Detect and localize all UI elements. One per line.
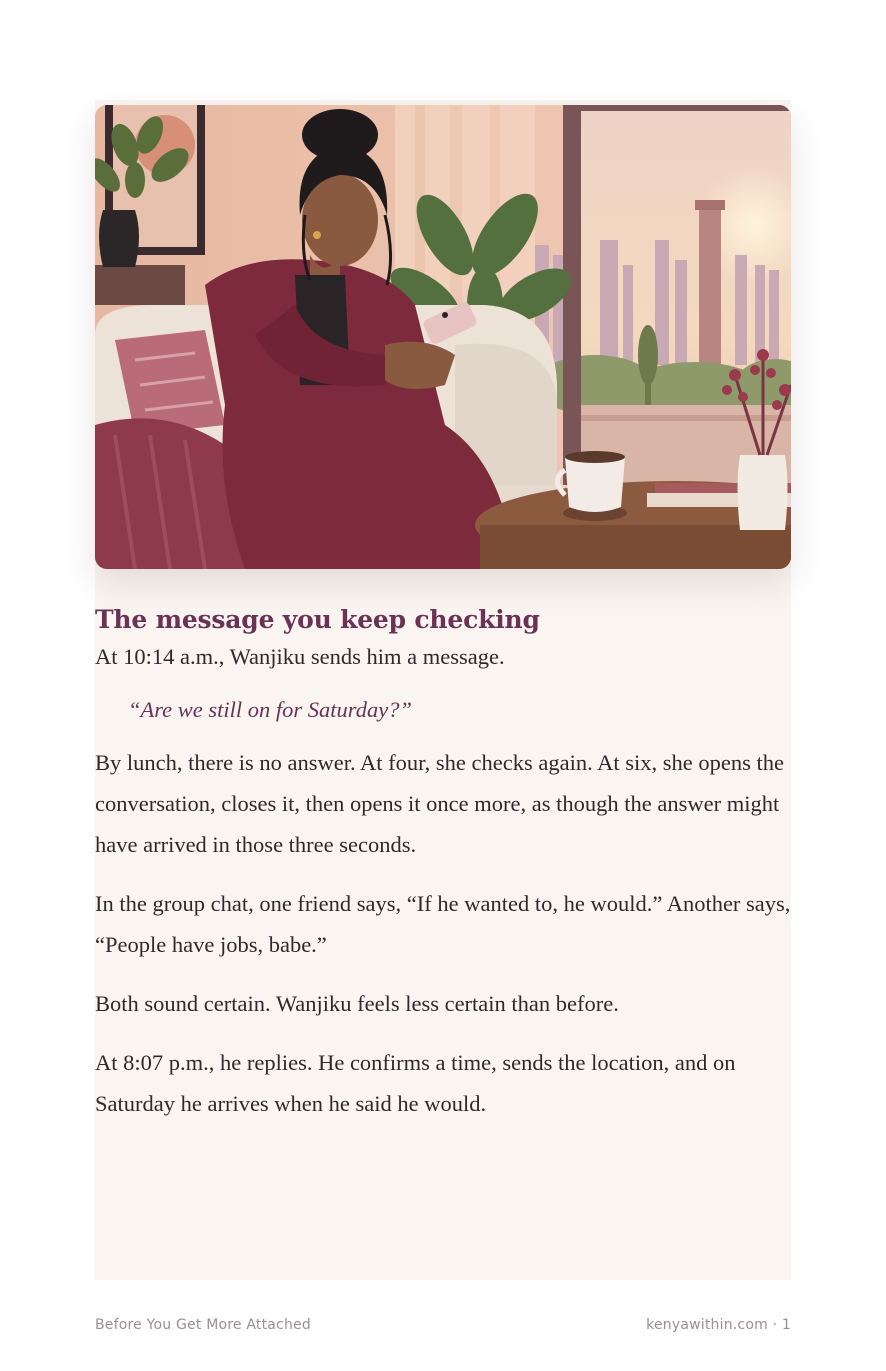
paragraph-3: Both sound certain. Wanjiku feels less certain than before. [95,991,619,1016]
article [95,598,791,1124]
footer-site-page: kenyawithin.com · 1 [646,1317,791,1333]
footer-book-title: Before You Get More Attached [95,1317,311,1333]
paragraph-2: In the group chat, one friend says, “If he wanted to, he would.” Another says, “People have jobs, babe.” [95,891,791,957]
paragraph-1: By lunch, there is no answer. At four, she checks again. At six, she opens the conversation, closes it, then opens it once more, as though the answer might have arrived in those three seconds. [95,750,784,857]
hero-illustration [95,105,791,569]
paragraph-4: At 8:07 p.m., he replies. He confirms a time, sends the location, and on Saturday he arrives when he said he would. [95,1050,736,1116]
article-heading: The message you keep checking [95,605,540,634]
pull-quote: “Are we still on for Saturday?” [128,697,412,722]
lead-paragraph: At 10:14 a.m., Wanjiku sends him a message. [95,644,505,669]
illustration-art [95,105,791,569]
